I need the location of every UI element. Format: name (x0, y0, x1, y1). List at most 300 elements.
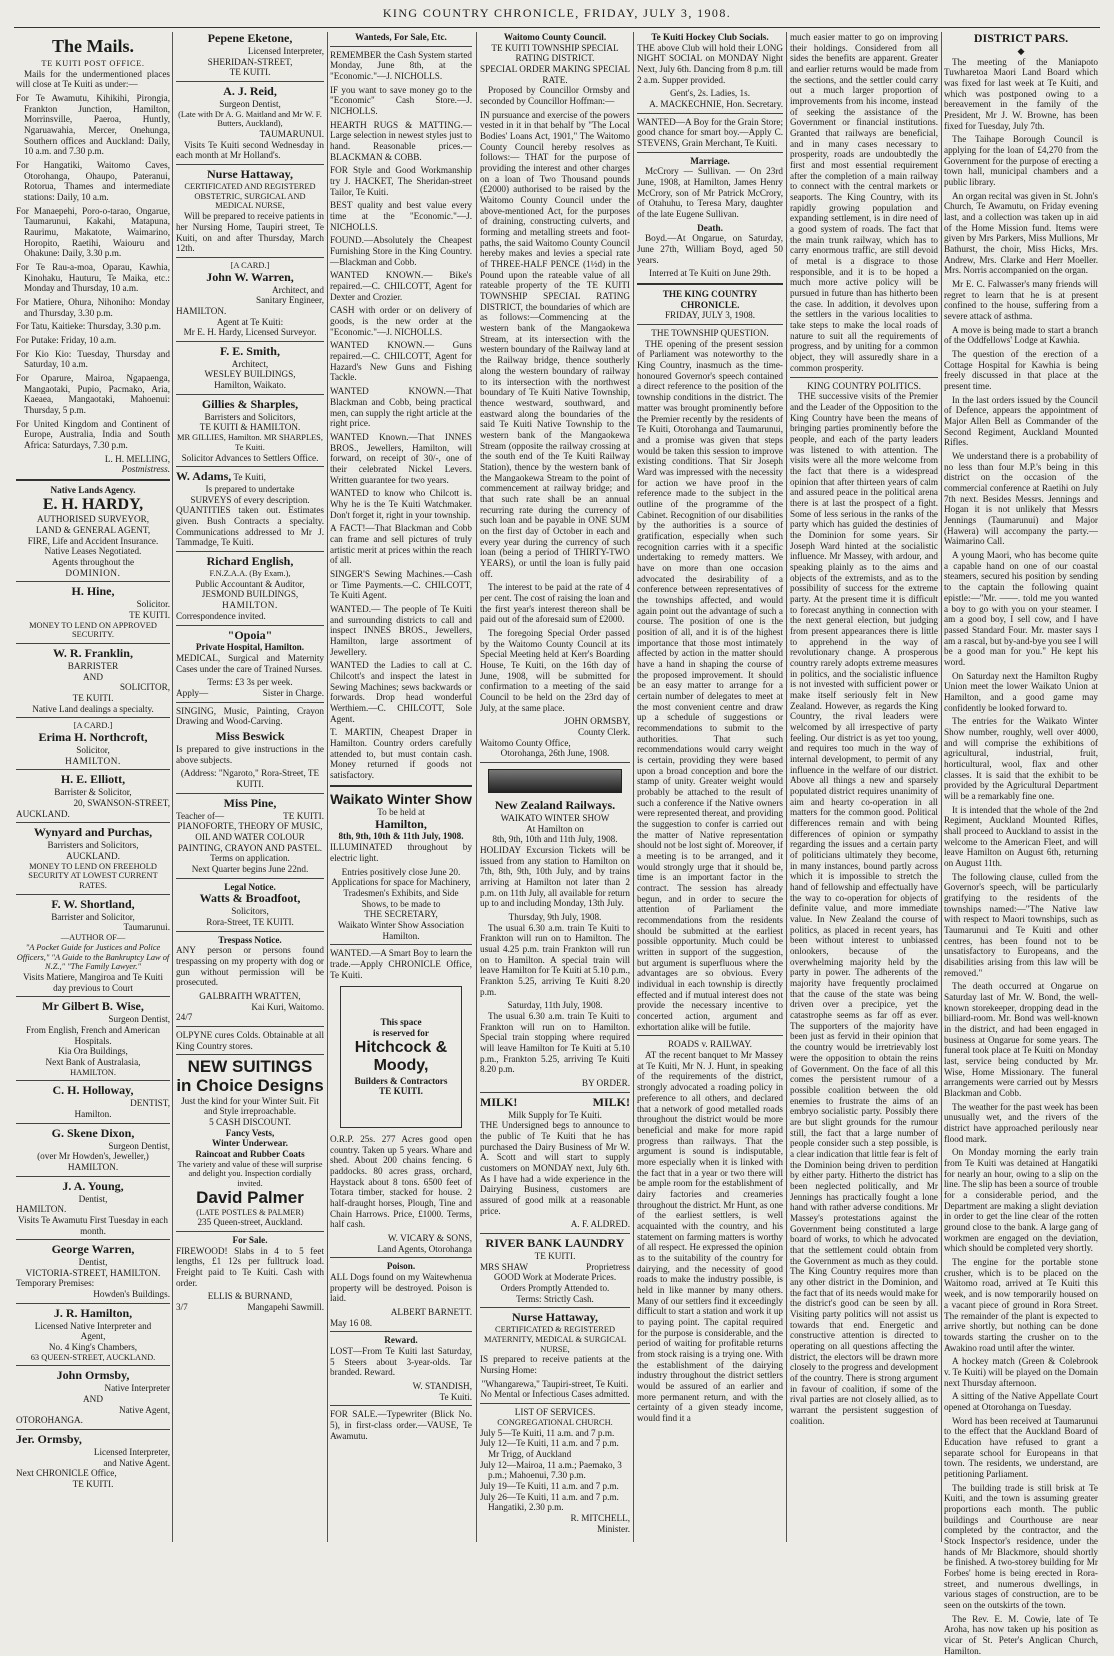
gillies-name: Gillies & Sharples, (201, 396, 299, 411)
divider (16, 1303, 170, 1304)
adams-name: W. Adams, (176, 469, 232, 484)
dixon-name: G. Skene Dixon, (51, 1125, 135, 1140)
classified-ad: SINGER'S Sewing Machines.—Cash or Time Payments.—C. CHILCOTT, Te Kuiti Agent. (330, 568, 472, 601)
hardy-line: FIRE, Life and Accident Insurance. (27, 535, 159, 546)
wise-line: From English, French and American Hospitals. (26, 1025, 160, 1046)
council-heading: Waitomo County Council. (503, 32, 607, 42)
holloway-name: C. H. Holloway, (52, 1083, 134, 1098)
marriage-text: McCrory — Sullivan. — On 23rd June, 1908, at Hamilton, James Henry McCrory, son of Mr Patrick McCrory, of Otahuhu, to Teresa Mary, daughter of the late Eugene Sullivan. (637, 166, 783, 220)
hockey-prices: Gent's, 2s. Ladies, 1s. (670, 88, 750, 99)
nurse-name: Nurse Hattaway, (512, 1310, 598, 1325)
eketone-name: Pepene Eketone, (207, 31, 293, 45)
nurse-line: MATERNITY, MEDICAL & SURGICAL (484, 1334, 626, 1344)
reserved-space-box (340, 986, 462, 1128)
divider (637, 1035, 783, 1036)
mail-line: For Te Awamutu, Kihikihi, Pirongia, Frankton Junction, Hamilton, Morrinsville, Paeroa, Huntly, Ngaruawahia, Mercer, Onehunga, Southern offices and Auckland: Daily, 10 a.m. and 7.30 p.m. (16, 92, 170, 157)
hattaway-line: OBSTETRIC, SURGICAL AND (194, 191, 306, 201)
classified-ad: WANTED to know who Chilcott is. Why he is the Te Kuiti Watchmaker. Don't forget it, right in your township. (330, 488, 472, 520)
elliott-line: AUCKLAND. (16, 808, 70, 819)
hine-name: H. Hine, (71, 584, 115, 599)
jwarren-place: HAMILTON. (176, 305, 227, 316)
gwarren-line: Dentist, (78, 1257, 108, 1268)
ormsby-line: Native Interpreter (104, 1383, 170, 1394)
wws-lit: ILLUMINATED throughout by electric light. (330, 842, 472, 863)
beswick-name: Miss Beswick (215, 729, 285, 744)
divider (176, 551, 324, 552)
reward-heading: Reward. (384, 1335, 418, 1346)
reward-text: LOST—From Te Kuiti last Saturday, 5 Steers about 3-year-olds. Tar branded. Reward. (330, 1346, 472, 1378)
classified-ad: T. MARTIN, Cheapest Draper in Hamilton. Country orders carefully attended to, but must contain cash. Money returned if goods not satisfactory. (330, 727, 472, 780)
wws-place: Hamilton, (375, 816, 427, 831)
mail-line: For Tatu, Kaitieke: Thursday, 3.30 p.m. (16, 321, 161, 332)
district-par: A young Maori, who has become quite a capable hand on one of our coastal steamers, secured his position by sending to the captain the following quaint epistle:—"Mr. ——. told me you wanted a boy to go with you on your steamer. I am a good boy, I sell cow, and I have passed Standard Four. Mr. master says I am a rascal, but by-and-bye you see I will be a good man for you." He kept his word. (944, 550, 1098, 667)
smith-line: Hamilton, Waikato. (214, 380, 286, 391)
pine-terms: Terms on application. (210, 853, 290, 864)
a-card-label: [A CARD.] (230, 260, 270, 270)
raincoats: Raincoat and Rubber Coats (195, 1149, 305, 1160)
hockey-heading: Te Kuiti Hockey Club Socials. (651, 32, 769, 42)
northcroft-line: Solicitor, (76, 745, 110, 756)
dixon-line: HAMILTON. (67, 1161, 119, 1172)
watts-line: Rora-Street, (206, 916, 251, 927)
divider (480, 1233, 630, 1234)
winter-underwear: Winter Underwear. (212, 1138, 288, 1149)
laundry-place: TE KUITI. (534, 1250, 576, 1261)
milk-name: A. F. ALDRED. (570, 1219, 630, 1230)
eketone-line: TE KUITI. (229, 67, 271, 78)
mail-line: For Kio Kio: Tuesday, Thursday and Saturday, 10 a.m. (16, 348, 170, 370)
holloway-line: Hamilton. (74, 1109, 112, 1120)
divider (176, 81, 324, 82)
rating-heading: TE KUITI TOWNSHIP SPECIAL RATING DISTRICT. (491, 42, 619, 64)
author-books: "A Pocket Guide for Justices and Police Officers," "A Guide to the Bankruptcy Law of N.Z.," "The Family Lawyer." (16, 942, 170, 972)
dixon-line: (over Mr Howden's, Jeweller,) (37, 1151, 149, 1162)
opoia-terms: Terms: £3 3s per week. (207, 677, 293, 688)
sig-place: Waitomo County Office, (480, 737, 571, 748)
orp-name: W. VICARY & SONS, (387, 1233, 472, 1244)
young-line: HAMILTON. (16, 1204, 67, 1215)
hockey-text: THE above Club will hold their LONG NIGHT SOCIAL on MONDAY Night Next, July 6th. Dancing from 8 p.m. till 2 a.m. Supper provided. (637, 42, 783, 85)
sig-name: JOHN ORMSBY, (564, 716, 630, 727)
wws-at: At Hamilton on (526, 823, 584, 834)
district-par: An organ recital was given in St. John's Church, Te Awamutu, on Friday evening last, and a collection was taken up in aid of the Home Mission fund. Items were given by Mrs Parkers, Miss Mullions, Mr Bathurst, the choir, Miss Hicks, Mrs. Andrew, Mrs. Clarke and Herr Moeller. Mrs. Norris accompanied on the organ. (944, 190, 1098, 276)
jrhamilton-line: Licensed Native Interpreter and (34, 1320, 152, 1331)
postmaster-title: Postmistress. (121, 464, 170, 475)
hardy-line: Native Leases Negotiated. (44, 546, 142, 557)
rate-text-2: The interest to be paid at the rate of 4 per cent. The cost of raising the loan and the first year's interest thereon shall be paid out of the aforesaid sum of £2000. (480, 582, 630, 625)
olpyne-text: OLPYNE cures Colds. Obtainable at all King Country stores. (176, 1029, 324, 1051)
ormsby-name: John Ormsby, (56, 1368, 130, 1383)
boy-wanted-text: WANTED—A Boy for the Grain Store; good chance for smart boy.—Apply C. STEVENS, Grain Merchant, Te Kuiti. (637, 116, 783, 149)
divider (330, 785, 472, 787)
adams-place: Te Kuiti, (233, 472, 266, 483)
divider (176, 394, 324, 395)
district-par: On Saturday next the Hamilton Rugby Union meet the lower Waikato Union at Hamilton, and a good game may confidently be looked forward to. (944, 670, 1098, 713)
divider (176, 1054, 324, 1055)
gwarren-name: George Warren, (51, 1242, 135, 1257)
english-line: Correspondence invited. (176, 610, 266, 621)
divider (16, 643, 170, 644)
classified-ad: FOR Style and Good Workmanship try J. HACKET, The Sheridan-street Tailor, Te Kuiti. (330, 165, 472, 197)
foregoing: The foregoing Special Order passed by the Waitomo County Council at its Special Meeting held at Kerr's Boarding House, Te Kuiti, on the 16th day of June, 1908, will be submitted for confirmation to a meeting of the said Council to be held on the 23rd day of July, at the same place. (480, 627, 630, 713)
poison-heading: Poison. (386, 1261, 416, 1272)
english-line: F.N.Z.A.A. (By Exam.), (209, 569, 291, 579)
divider (176, 1231, 324, 1232)
mail-line: For Manaepehi, Poro-o-tarao, Ongarue, Taumarunui, Kakahi, Matapuna, Raurimu, Makatote, Waimarino, Horopito, Raetihi, Waiouru and Ohakune: Daily, 3.30 p.m. (16, 205, 170, 259)
wise-line: Kia Ora Buildings, (58, 1046, 128, 1057)
young-line: Dentist, (78, 1193, 108, 1204)
wws-on: 8th, 9th, 10th and 11th July, 1908. (492, 834, 618, 845)
district-par: The building trade is still brisk at Te Kuiti, and the town is assuming greater proportions each month. The public buildings and Courthouse are near completed by the contractor, and the Stock Inspector's residence, under the hands of Mr Blackmore, should shortly be finished. A two-storey building for Mr Forbes' home is being erected in Rora-street, and numerous dwellings, in various stages of construction, are to be seen on the outskirts of the town. (944, 1482, 1098, 1610)
classified-ad: BEST quality and best value every time at the "Economic."—J. NICHOLLS. (330, 200, 472, 232)
adams-text: QUANTITIES taken out. Estimates given. Bush Contracts a specialty. Communications addressed to Mr J. Tammadge, Te Kuiti. (176, 505, 324, 548)
divider (330, 1331, 472, 1332)
divider (637, 113, 783, 114)
shortland-line: Barrister and Solicitor, (51, 911, 135, 922)
gillies-partners: MR GILLIES, Hamilton. MR SHARPLES, Te Kuiti. (177, 433, 323, 452)
jwarren-line: Architect, and (271, 284, 324, 295)
classified-ad: WANTED KNOWN.— Guns repaired.—C. CHILCOTT, Agent for Hazard's New Guns and Fishing Tackle. (330, 340, 472, 383)
mail-schedule (16, 93, 170, 451)
holloway-line: DENTIST, (130, 1098, 170, 1109)
northcroft-line: HAMILTON. (65, 755, 121, 766)
divider (176, 257, 324, 258)
sig-title: County Clerk. (577, 727, 630, 737)
smith-line: Architect, (231, 358, 269, 369)
classified-ads (330, 50, 472, 781)
gwarren-line: VICTORIA-STREET, HAMILTON. (25, 1267, 161, 1278)
column-6 (790, 32, 938, 1542)
pine-quarter: Next Quarter begins June 22nd. (191, 863, 309, 874)
district-par: The meeting of the Maniapoto Tuwharetoa Maori Land Board which was fixed for last week at Te Kuiti, and which was postponed owing to a bereavement in the family of the President, Mr J. W. Browne, has been fixed for Tuesday, July 7th. (944, 56, 1098, 131)
column-5 (637, 32, 783, 1542)
orp-place: Land Agents, Otorohanga (377, 1243, 472, 1254)
wise-name: Mr Gilbert B. Wise, (42, 999, 144, 1014)
mail-line: For Hangatiki, Waitomo Caves, Otorohanga, Ohaupo, Pateranui, Rotorua, Thames and intermediate stations: Daily, 10 a.m. (16, 160, 170, 203)
northcroft-name: Erima H. Northcroft, (38, 730, 148, 745)
english-line: HAMILTON. (222, 600, 278, 611)
column-1 (16, 32, 170, 1542)
reserved-line: Moody, (373, 1057, 429, 1075)
jrhamilton-name: J. R. Hamilton, (53, 1305, 133, 1320)
district-par: Word has been received at Taumarunui to the effect that the Auckland Board of Education have refused to grant a separate school for Europeans in that town. The residents, we understand, are petitioning Parliament. (944, 1415, 1098, 1479)
rail-text-3: The usual 6.30 a.m. train Te Kuiti to Frankton will run on to Hamilton. Special train stopping where required will leave Hamilton for Te Kuiti at 5.10 p.m., Frankton 5.25, arriving Te Kuiti 8.20 p.m. (480, 1011, 630, 1075)
reward-name: W. STANDISH, (412, 1381, 472, 1392)
kcc-heading: THE KING COUNTRY CHRONICLE. (662, 289, 758, 310)
wws-secretary: THE SECRETARY, (364, 909, 438, 920)
franklin-line: AND (83, 671, 103, 682)
wanteds-heading: Wanteds, For Sale, Etc. (355, 32, 447, 42)
adams-line: SURVEYS of every description. (190, 494, 310, 505)
watts-name: Watts & Broadfoot, (199, 891, 301, 906)
wws-entries: Entries positively close June 20. (341, 866, 461, 877)
english-line: JESMOND BUILDINGS, (201, 589, 299, 600)
boy-wanted: WANTED.—A Smart Boy to learn the trade.—Apply CHRONICLE Office, Te Kuiti. (330, 948, 472, 980)
marriage-heading: Marriage. (690, 155, 730, 166)
english-line: Public Accountant & Auditor, (195, 578, 305, 589)
trespass-ref: 24/7 (176, 1012, 193, 1023)
beswick-text: Is prepared to give instructions in the above subjects. (176, 744, 324, 765)
classified-ad: HEARTH RUGS & MATTING.—Large selection in newest styles just to hand. Reasonable prices.—BLACKMAN & COBB. (330, 119, 472, 162)
divider (637, 152, 783, 153)
railways-heading: New Zealand Railways. (494, 798, 616, 813)
district-par: The engine for the portable stone crusher, which is to be placed on the Waitomo road, arrived at Te Kuiti this week, and is now temporarily housed on a vacant piece of ground in Rora Street. The remainder of the plant is expected to arrive shortly, but nothing can be done towards starting the crusher on to the Awakino road until after the winter. (944, 1257, 1098, 1353)
district-par: The question of the erection of a Cottage Hospital for Kawhia is being freely discussed in that place at the present time. (944, 349, 1098, 392)
pine-place: TE KUITI. (283, 810, 324, 821)
wynyard-line: AUCKLAND. (66, 850, 120, 861)
death-text: Boyd.—At Ongarue, on Saturday, June 27th, William Boyd, aged 50 years. (637, 233, 783, 265)
hardy-name: E. H. HARDY, (42, 495, 144, 513)
jwarren-agent: Agent at Te Kuiti: (216, 316, 284, 327)
column-3 (330, 32, 472, 1542)
masthead: KING COUNTRY CHRONICLE, FRIDAY, JULY 3, 1908. (382, 6, 732, 20)
mail-line: For Te Rau-a-moa, Oparau, Kawhia, Kinohaku, Hauturu, Te Maika, etc.: Monday and Thursday, 10 a.m. (16, 262, 170, 294)
death-heading: Death. (697, 222, 723, 233)
column-2 (176, 32, 324, 1542)
wise-line: Surgeon Dentist, (108, 1014, 170, 1025)
young-line: Visits Te Awamutu First Tuesday in each month. (18, 1214, 168, 1236)
divider (637, 283, 783, 285)
jer-ormsby-line: Next CHRONICLE Office, (16, 1468, 117, 1479)
divider (16, 1239, 170, 1240)
proposed: Proposed by Councillor Ormsby and seconded by Councillor Hoffman:— (480, 85, 630, 107)
minister-title: Minister. (597, 1523, 630, 1534)
divider (16, 717, 170, 718)
hardy-line: LAND & GENERAL AGENT, (35, 525, 151, 536)
young-name: J. A. Young, (62, 1178, 124, 1193)
jrhamilton-line: 63 QUEEN-STREET, AUCKLAND. (30, 1352, 156, 1362)
trespass-place: Kai Kuri, Waitomo. (251, 1001, 324, 1012)
column-rule (172, 32, 173, 1542)
milk-supply: Milk Supply for Te Kuiti. (508, 1109, 602, 1120)
firewood-place: Mangapehi Sawmill. (247, 1302, 324, 1313)
classified-ad: WANTED KNOWN.— Bike's repaired.—C. CHILCOTT, Agent for Dexter and Crozier. (330, 270, 472, 302)
reserved-line: Hitchcock & (354, 1038, 448, 1056)
opoia-apply: Apply— (176, 688, 209, 699)
pine-subjects: PIANOFORTE, THEORY OF MUSIC, OIL AND WATER COLOUR PAINTING, CRAYON AND PASTEL. (177, 821, 323, 853)
jer-ormsby-name: Jer. Ormsby, (16, 1432, 82, 1447)
firewood-name: ELLIS & BURNAND, (207, 1291, 293, 1302)
divider (176, 793, 324, 794)
native-lands-heading: Native Lands Agency. (50, 485, 136, 496)
railway-engine-engraving (488, 769, 622, 793)
divider (176, 1026, 324, 1027)
franklin-note: Native Land dealings a specialty. (32, 703, 154, 714)
district-par: A hockey match (Green & Colebrook v. Te Kuiti) will be played on the Domain next Thursday afternoon. (944, 1356, 1098, 1388)
elliott-line: Barrister & Solicitor, (54, 787, 132, 798)
column-rule (786, 32, 787, 1542)
freehold-note: MONEY TO LEND ON FREEHOLD SECURITY AT LOWEST CURRENT RATES. (28, 861, 158, 891)
district-par: The following clause, culled from the Governor's speech, will be particularly gratifying to the residents of the townships named:—"The Native law with respect to Maori townships, such as Taumarunui and Te Kuiti and other centres, has been found not to be unsatisfactory to Europeans, and the disabilities arising from this law will be removed." (944, 871, 1098, 978)
district-par: The death occurred at Ongarue on Saturday last of Mr. W. Bond, the well-known storekeeper, dropping dead in the billiard-room. Mr. Bond was well-known in the district, and had been engaged in business at Ongarue for some years. The funeral took place at Te Kuiti on Monday last, service being conducted by Mr. Wise, Home Missionary. The funeral arrangements were carried out by Messrs Blackman and Cobb. (944, 981, 1098, 1099)
nurse-line: NURSE, (540, 1344, 570, 1354)
column-4 (480, 32, 630, 1542)
hockey-secretary: A. MACKECHNIE, Hon. Secretary. (649, 99, 783, 110)
mail-line: For Putake: Friday, 10 a.m. (16, 335, 117, 346)
shortland-line: Taumarunui. (123, 922, 170, 933)
palmer-sub: (LATE POSTLES & PALMER) (196, 1207, 304, 1217)
nurse-line: CERTIFICATED & REGISTERED (495, 1325, 615, 1335)
franklin-line: SOLICITOR, (119, 682, 170, 693)
wws-title: Waikato Winter Show (330, 790, 472, 807)
visits-note: Visits Matiere, Mangiroa and Te Kuiti day previous to Court (23, 972, 163, 993)
reserved-line: TE KUITI. (379, 1086, 423, 1097)
gwarren-line: Temporary Premises: (16, 1278, 95, 1289)
opoia-sister: Sister in Charge. (262, 688, 324, 699)
classified-ad: WANTED KNOWN.—That Blackman and Cobb, being practical men, can supply the right article at the right price. (330, 386, 472, 429)
district-par: A sitting of the Native Appellate Court opened at Otorohanga on Tuesday. (944, 1391, 1098, 1412)
reid-name: A. J. Reid, (223, 83, 277, 98)
trespass-text: ANY person or persons found trespassing on my property with dog or gun without permission will be prosecuted. (176, 945, 324, 988)
rate-text: IN pursuance and exercise of the powers vested in it in that behalf by "The Local Bodies' Loans Act, 1901," The Waitomo County Council hereby resolves as follows:— THAT for the purpose of providing the interest and other charges on a loan of Two Thousand pounds (£2000) authorised to be raised by the Waitomo County Council under the above-mentioned Act, for the purposes of draining, constructing culverts, and forming and metalling streets and foot-paths, the said Waitomo County Council hereby makes and levies a special rate of THREE-HALF PENCE (1½d) in the Pound upon the rateable value of all rateable property of the TE KUITI TOWNSHIP SPECIAL RATING DISTRICT, the boundaries of which are as follows:—Commencing at the western bank of the Mangaokewa Stream, at its intersection with the western boundary of the Railway land at the Railway bridge, thence southerly along the western boundary of railway to its intersection with the northwest boundary of Te Kuiti Native Township, thence westward, southward, and eastward along the boundaries of the said Te Kuiti Native Township to the western bank of the Mangaokewa Stream (opposite the railway crossing at the south end of the Te Kuiti Railway Station), thence by the western bank of the Mangaokewa Stream to the point of commencement at railway bridge; and that such rate shall be an annual recurring rate during the currency of such loan and be payable in ONE SUM on the first day of October in each and every year during the currency of such loan (being a period of THIRTY-TWO YEARS), or until the loan is fully paid off. (480, 109, 630, 579)
rail-saturday: Saturday, 11th July, 1908. (507, 1000, 603, 1011)
services-heading: LIST OF SERVICES. (514, 1407, 596, 1418)
hardy-line: DOMINION. (65, 567, 121, 578)
classified-ad: IF you want to save money go to the "Economic" Cash Store.—J. NICHOLLS. (330, 84, 472, 117)
dixon-line: Surgeon Dentist, (108, 1140, 170, 1151)
shortland-name: F. W. Shortland, (51, 896, 135, 911)
column-rule (633, 32, 634, 1542)
hine-place: TE KUITI. (129, 609, 170, 620)
watts-line: Solicitors, (231, 906, 269, 917)
gwarren-line: Howden's Buildings. (93, 1289, 170, 1300)
jrhamilton-line: No. 4 King's Chambers, (48, 1342, 138, 1353)
a-card-label: [A CARD.] (73, 721, 113, 731)
divider (16, 822, 170, 823)
franklin-line: TE KUITI. (72, 693, 114, 704)
jwarren-agent-name: Mr E. H. Hardy, Licensed Surveyor. (183, 327, 317, 338)
classified-ad: WANTED the Ladies to call at C. Chilcott's and inspect the latest in Sewing Machines; sews backwards or forwards. Drop head wonderful Werthiem.—C. CHILCOTT, Sole Agent. (330, 660, 472, 724)
reid-visits: Visits Te Kuiti second Wednesday in each month at Mr Holland's. (176, 139, 324, 161)
elliott-line: 20, SWANSON-STREET, (73, 797, 170, 808)
wws-held: To be held at (377, 806, 425, 817)
fancy-vests: Fancy Vests, (225, 1127, 275, 1138)
district-par: We understand there is a probability of no less than four M.P.'s being in this district on the occasion of the commercial conference at Raetihi on July 7th next. Besides Messrs. Jennings and Hogan it is not unlikely that Messrs Jennings (Taumarunui) and Major (Hawera) will accompany the party.—Waimarino Call. (944, 451, 1098, 547)
eketone-line: SHERIDAN-STREET, (207, 56, 293, 67)
postmaster-name: L. H. MELLING, (104, 453, 170, 464)
milk-right: MILK! (592, 1094, 630, 1109)
smith-line: WESLEY BUILDINGS, (204, 369, 296, 380)
adams-line: Is prepared to undertake (205, 484, 295, 495)
divider (480, 1403, 630, 1404)
roads-continued: much easier matter to go on improving their holdings. Considered from all sides the benefits are apparent. Greater and earlier returns would be made from the sections, and the settler could carry out a much larger proportion of improvements from his income, instead of seeking the assistance of the Government or financial institutions. Granted that railways are beneficial, and in many cases necessary to prosperity, roads are undoubtedly the first and most essential requirement after the completion of a main railway to connect with the central markets or seaports. The King Country, with its rapidly growing population and expanding settlement, is in dire need of a good system of roads. The fact that the main trunk railway, which has to carry enormous traffic, are still devoid of metal is a disgrace to those responsible, and it is to be hoped a much more active policy will be pursued in future than has hitherto been the case. In addition, it devolves upon the settlers in the various localities to take steps to make the local roads of nature to suit all the requirements of progress, and by uniting for a common object, they will assuredly share in a common prosperity. (790, 32, 938, 373)
rating-subheading: SPECIAL ORDER MAKING SPECIAL RATE. (480, 64, 630, 85)
jwarren-name: John W. Warren, (206, 269, 294, 284)
beswick-address: (Address: "Ngaroto," Rora-Street, TE KUITI. (180, 768, 320, 790)
milk-left: MILK! (480, 1094, 518, 1109)
eketone-line: Licensed Interpreter, (247, 45, 324, 56)
divider (16, 996, 170, 997)
divider (176, 702, 324, 703)
laundry-work: GOOD Work at Moderate Prices. (493, 1272, 617, 1283)
poison-name: ALBERT BARNETT. (390, 1307, 472, 1318)
classified-ad: WANTED.— The people of Te Kuiti and surrounding districts to call and inspect INNES BROS., Jewellers, Hamilton, large assortment of Jewellery. (330, 603, 472, 657)
poison-ref: May 16 08. (330, 1317, 373, 1328)
hardy-line: AUTHORISED SURVEYOR, (36, 514, 150, 525)
congregational-heading: CONGREGATIONAL CHURCH. (497, 1417, 613, 1427)
suitings-text: Just the kind for your Winter Suit. Fit and Style irreproachable. (181, 1095, 319, 1117)
rail-order: BY ORDER. (581, 1078, 630, 1089)
pine-name: Miss Pine, (223, 795, 277, 810)
rail-thursday: Thursday, 9th July, 1908. (508, 911, 602, 922)
divider (176, 878, 324, 879)
column-rule (327, 32, 328, 1542)
divider (637, 324, 783, 325)
politics-text: THE successive visits of the Premier and the Leader of the Opposition to the King Country have been the means of bringing parties prominently before the people, and each of the party leaders was listened to with attention. The visits were all the more welcome from the fact that there is a widespread opinion that after thirteen years of calm and assured peace in the political arena there is at last the prospect of a fight. Some of less serious in the ranks of the party which has guided the destinies of the Dominion for some years. Sir Joseph Ward hinted at the socialistic influence. Mr Massey, with ardour, and speaking plainly as to the aims and objects of the extremists, and as to the possibility of success for the extreme party. At the present time it is difficult to forecast anything in connection with the next general election, but judging from present appearances there is little to apprehend in the way of revolutionary change. A prosperous country rarely adopts extreme measures in politics, and the socialistic influence is not invested with sufficient power or make itself seriously felt in New Zealand. However, as regards the King Country, the rival leaders were welcomed by all irrespective of party feeling. Our district is as yet too young, and requires too much in the way of internal development, to permit of any influence in the welfare of our district. Above all things a new and sparsely populated district requires unanimity of aim and hearty co-operation in all matters for the common good. Political differences remain and with being differences of opinion or sympathy regarding the issues and a certain party of politicians ultimately they become, in many instances, bound partly across which it is impossible to stretch the hand of fellowship and effectually have the way to co-operation for objects of definite value, and more immediate value. In New Zealand the course of politics, as placed in recent years, has been without interest to unbiassed onlookers, because of the overwhelming majority held by the party in power. The adherents of the majority have frequently proclaimed that the cause of the state was being driven over a precipice, yet the catastrophe seems as far off as ever. The supporters of the majority have been just as fervid in their opinion that the country would be irretrievably lost were the opposition to obtain the reins of Government. On the face of all this comes the persistent rumour of a possible coalition between the old enemies to frustrate the aims of an embryo socialistic party. Possibly there are but slight grounds for the rumour still, the fact that a large number of people consider such a step possible, is a clear indication that little fear is felt of the Dominion being driven to perdition by either party. Hitherto the district has been neglected politically, and Mr Jennings has practically fought a lone hand with rather adverse conditions. Mr Massey's protestations against the Government being constituted a large board of works, to which he advocated that the settlement could obtain from the Government as much as they could. The King Country requires more than any other district in the Dominion, and the fact that of its needs would make for the district's good can be seen by all. Visiting party politics will not assist us towards that end. Energetic and constructive attention is directed to operating on all questions affecting the district, the electors will be drawn more closely to the progress and development of the country. There is strong argument in favour of coalition, if some of the rival parties are not closely allied, as to warrant the persistent suggestion of coalition. (790, 391, 938, 1426)
laundry-prop-title: Proprietress (586, 1261, 630, 1272)
elliott-name: H. E. Elliott, (60, 772, 126, 787)
district-par: It is intended that the whole of the 2nd Regiment, Auckland Mounted Rifles, shall proceed to Auckland to assist in the welcome to the American Fleet, and will leave Hamilton on August 6th, returning on August 11th. (944, 804, 1098, 868)
suitings-subheading: in Choice Designs (176, 1075, 324, 1095)
jer-ormsby-line: TE KUITI. (72, 1478, 114, 1489)
milk-text: THE Undersigned begs to announce to the public of Te Kuiti that he has purchased the Dairy Business of Mr W. A. Scott and will start to supply customers on MONDAY next, July 6th. As I have had a wide experience in the Dairying Business, customers are assured of good milk at a reasonable price. (480, 1120, 630, 1216)
mail-line: For United Kingdom and Continent of Europe, Australia, India and South Africa: Saturdays, 7.30 p.m. (16, 418, 170, 451)
township-text: THE opening of the present session of Parliament was noteworthy to the King Country, inasmuch as the time-honoured Governor's speech contained a direct reference to the position of the township conditions in the district. The matter was brought prominently before the Premier recently by the residents of Te Kuiti, Otorohanga and Taumarunui, and a promise was given that steps would be taken this session to improve existing conditions. That Sir Joseph Ward was impressed with the necessity for action we have proof in the reference made to the subject in the outline of the programme of the Cabinet. Recognition of our disabilities by the authorities is a source of gratification, especially when such recognition carries with it a specific undertaking to remedy matters. We have on more than one occasion advocated the desirability of a conference between representatives of the townships affected, and would again point out the advantage of such a course. The position of one is the position of all, and it is of the highest importance that those most intimately affected by action in the matter should have a hand in shaping the course of the proposed improvement. It should be an easy matter to arrange for a certain number of delegates to meet at the most convenient centre and draw up a schedule of suggestions or recommendations to submit to the authorities. That such recommendations would carry weight is certain, providing they were based upon a broad conception and bore the stamp of unity. Greater weight would probably be attached to the result of such a conference if the Native owners were represented thereat, and providing the suggestion to confer is carried out the matter of Native representation should not be lost sight of. Moreover, if a meeting is to be arranged, and it would strongly urge that it should be, time is an important factor in the contract. The session has already begun, and in order to secure the attention of Parliament the recommendations from the residents should be submitted at the earliest possible opportunity. Much could be written in support of the suggestion, but argument is superfluous where the advantages are so obvious. Every individual in each township is directly effected and if mutual interest does not provide the necessary incentive to concerted action, argument and exhortation alike will be futile. (637, 338, 783, 1032)
jer-ormsby-line: Licensed Interpreter, (93, 1446, 170, 1457)
ormsby-line: AND (83, 1394, 103, 1405)
laundry-heading: RIVER BANK LAUNDRY (485, 1236, 625, 1251)
divider (176, 931, 324, 932)
classified-ad: WANTED Known.—That INNES BROS., Jewellers, Hamilton, will forward, on receipt of 30/-, one of their celebrated Nickel Levers. Written guarantee for two years. (330, 431, 472, 485)
divider (790, 377, 938, 378)
divider (176, 466, 324, 467)
gillies-line: Barristers and Solicitors, (204, 411, 296, 422)
district-par: The Rev. E. M. Cowie, late of Te Aroha, has now taken up his position as vicar of St. Peter's Anglican Church, Hamilton. (944, 1613, 1098, 1656)
district-par: On Monday morning the early train from Te Kuiti was detained at Hangatiki for nearly an hour, owing to a slip on the line. The slip has been a source of trouble for a considerable period, and the Department are making a slight deviation in order to get the line clear of the rotten ground close to the bank. A large gang of workmen are engaged on the deviation, which should be completed very shortly. (944, 1147, 1098, 1254)
divider (16, 1429, 170, 1430)
wise-line: Next Bank of Australasia, (45, 1057, 141, 1068)
author-of: —AUTHOR OF— (60, 933, 126, 943)
reward-place: Te Kuiti. (439, 1391, 472, 1402)
service-line: July 5—Te Kuiti, 11 a.m. and 7 p.m. (480, 1427, 615, 1438)
divider (176, 625, 324, 626)
nurse-note: No Mental or Infectious Cases admitted. (480, 1389, 630, 1400)
divider (16, 1080, 170, 1081)
rail-text-2: The usual 6.30 a.m. train Te Kuiti to Frankton will run on to Hamilton. The usual 4.25 p.m. train Frankton will run on to Hamilton. A special train will leave Hamilton for Te Kuiti at 5.10 p.m., Frankton 5.25, arriving Te Kuiti 8.20 p.m. (480, 922, 630, 997)
palmer-name: David Palmer (196, 1187, 304, 1207)
opoia-sub: Private Hospital, Hamilton. (195, 642, 305, 653)
divider (16, 581, 170, 582)
palmer-small: The variety and value of these will surprise and delight you. Inspection cordially invited. (177, 1159, 323, 1189)
service-line: July 12—Mairoa, 11 a.m.; Paemako, 3 p.m.; Mahoenui, 7.30 p.m. (480, 1459, 622, 1481)
wise-line: HAMILTON. (70, 1067, 116, 1077)
hattaway-text: Will be prepared to receive patients in her Nursing Home, Taupiri street, Te Kuiti, on and after Thursday, March 12th. (176, 211, 324, 254)
ormsby-line: Native Agent, (118, 1404, 170, 1415)
jwarren-line: Sanitary Engineer, (255, 295, 324, 306)
top-rule (14, 27, 1100, 28)
english-name: Richard English, (206, 554, 294, 569)
gillies-note: Solicitor Advances to Settlers Office. (181, 452, 319, 463)
district-par: The entries for the Waikato Winter Show number, roughly, well over 4000, and will comprise the exhibitions of agricultural, industrial, fruit, horticultural, wool, flax and other classes. It is said that the exhibit to be provided by the Agricultural Department will be a remarkably fine one. (944, 716, 1098, 801)
franklin-name: W. R. Franklin, (53, 646, 133, 661)
roads-heading: ROADS v. RAILWAY. (668, 1039, 752, 1050)
divider (176, 341, 324, 342)
trespass-heading: Trespass Notice. (218, 934, 282, 945)
for-sale-heading: For Sale. (232, 1235, 268, 1246)
trespass-name: GALBRAITH WRATTEN, (199, 990, 301, 1001)
hattaway-line: MEDICAL NURSE, (215, 201, 285, 211)
divider (330, 46, 472, 47)
classified-ad: CASH with order or on delivery of goods, is the new order at the "Economic."—J. NICHOLLS. (330, 305, 472, 337)
column-7 (944, 31, 1098, 1656)
divider (16, 894, 170, 895)
divider (16, 1176, 170, 1177)
palmer-address: 235 Queen-street, Auckland. (197, 1217, 303, 1228)
district-par: Mr E. C. Falwasser's many friends will regret to learn that he is at present confined to the house, suffering from a severe attack of asthma. (944, 279, 1098, 322)
mail-line: For Matiere, Ohura, Nihoniho: Monday and Thursday, 3.30 p.m. (16, 297, 170, 318)
nurse-text: IS prepared to receive patients at the Nursing Home: (480, 1354, 630, 1376)
minister-name: R. MITCHELL, (570, 1512, 630, 1523)
